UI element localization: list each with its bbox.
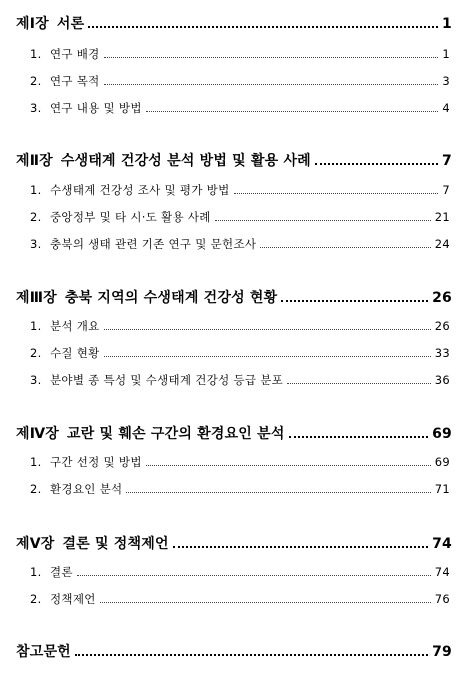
section-number: 2. (30, 482, 42, 496)
section-page-number: 24 (434, 237, 450, 251)
toc-section-3-2[interactable] (30, 345, 450, 361)
chapter-page-number: 69 (432, 426, 452, 442)
dot-leader (146, 111, 439, 112)
chapter-title: 충북 지역의 수생태계 건강성 현황 (64, 290, 278, 306)
toc-chapter-5[interactable] (16, 533, 452, 553)
section-page-number: 74 (434, 565, 450, 579)
section-title: 수질 현황 (50, 346, 100, 360)
chapter-title: 서론 (56, 16, 85, 32)
dot-leader (289, 436, 429, 438)
chapter-title: 교란 및 훼손 구간의 환경요인 분석 (67, 426, 285, 442)
section-page-number: 69 (434, 455, 450, 469)
chapter-page-number: 1 (442, 16, 452, 32)
toc-chapter-4[interactable] (16, 423, 452, 443)
chapter-page-number: 74 (432, 536, 452, 552)
dot-leader (215, 220, 431, 221)
chapter-page-number: 7 (442, 153, 452, 169)
toc-section-4-1[interactable] (30, 454, 450, 470)
section-number: 3. (30, 237, 42, 251)
chapter-number: 제Ⅰ장 (16, 16, 49, 32)
references-page-number: 79 (432, 644, 452, 660)
toc-section-1-1[interactable] (30, 46, 450, 62)
section-title: 수생태계 건강성 조사 및 평가 방법 (50, 183, 230, 197)
dot-leader (287, 383, 431, 384)
section-number: 1. (30, 565, 42, 579)
dot-leader (104, 84, 439, 85)
dot-leader (77, 575, 431, 576)
references-title: 참고문헌 (16, 644, 71, 660)
section-number: 3. (30, 101, 42, 115)
section-number: 3. (30, 373, 42, 387)
dot-leader (260, 247, 430, 248)
chapter-page-number: 26 (432, 290, 452, 306)
section-number: 1. (30, 47, 42, 61)
section-page-number: 7 (442, 183, 450, 197)
dot-leader (173, 546, 428, 548)
section-number: 2. (30, 74, 42, 88)
section-title: 분석 개요 (50, 319, 100, 333)
dot-leader (281, 300, 428, 302)
section-title: 충북의 생태 관련 기존 연구 및 문헌조사 (50, 237, 257, 251)
dot-leader (104, 356, 431, 357)
section-title: 연구 내용 및 방법 (50, 101, 142, 115)
section-title: 연구 배경 (50, 47, 100, 61)
section-title: 분야별 종 특성 및 수생태계 건강성 등급 분포 (50, 373, 284, 387)
dot-leader (146, 465, 431, 466)
section-number: 1. (30, 183, 42, 197)
chapter-title: 수생태계 건강성 분석 방법 및 활용 사례 (60, 153, 311, 169)
toc-section-2-1[interactable] (30, 182, 450, 198)
dot-leader (75, 654, 428, 656)
toc-chapter-1[interactable] (16, 13, 452, 33)
toc-section-5-1[interactable] (30, 564, 450, 580)
chapter-number: 제Ⅲ장 (16, 290, 57, 306)
section-page-number: 71 (434, 482, 450, 496)
dot-leader (126, 492, 430, 493)
chapter-number: 제Ⅴ장 (16, 536, 55, 552)
section-number: 1. (30, 455, 42, 469)
section-page-number: 1 (442, 47, 450, 61)
toc-section-4-2[interactable] (30, 481, 450, 497)
toc-section-1-3[interactable] (30, 100, 450, 116)
section-page-number: 33 (434, 346, 450, 360)
section-page-number: 26 (434, 319, 450, 333)
toc-section-3-1[interactable] (30, 318, 450, 334)
dot-leader (100, 602, 431, 603)
section-title: 정책제언 (50, 592, 96, 606)
dot-leader (104, 329, 431, 330)
section-page-number: 21 (434, 210, 450, 224)
section-number: 2. (30, 592, 42, 606)
section-title: 연구 목적 (50, 74, 100, 88)
section-page-number: 3 (442, 74, 450, 88)
toc-section-5-2[interactable] (30, 591, 450, 607)
section-number: 1. (30, 319, 42, 333)
section-page-number: 36 (434, 373, 450, 387)
section-page-number: 4 (442, 101, 450, 115)
toc-chapter-3[interactable] (16, 287, 452, 307)
section-page-number: 76 (434, 592, 450, 606)
toc-references[interactable] (16, 641, 452, 661)
section-title: 구간 선정 및 방법 (50, 455, 142, 469)
section-number: 2. (30, 346, 42, 360)
toc-section-3-3[interactable] (30, 372, 450, 388)
dot-leader (315, 163, 438, 165)
section-title: 중앙정부 및 타 시·도 활용 사례 (50, 210, 211, 224)
dot-leader (104, 57, 439, 58)
chapter-number: 제Ⅱ장 (16, 153, 53, 169)
chapter-title: 결론 및 정책제언 (62, 536, 169, 552)
section-title: 환경요인 분석 (50, 482, 123, 496)
section-title: 결론 (50, 565, 73, 579)
dot-leader (234, 193, 439, 194)
toc-chapter-2[interactable] (16, 150, 452, 170)
section-number: 2. (30, 210, 42, 224)
chapter-number: 제Ⅳ장 (16, 426, 60, 442)
toc-section-2-2[interactable] (30, 209, 450, 225)
toc-section-1-2[interactable] (30, 73, 450, 89)
dot-leader (88, 26, 438, 28)
toc-section-2-3[interactable] (30, 236, 450, 252)
